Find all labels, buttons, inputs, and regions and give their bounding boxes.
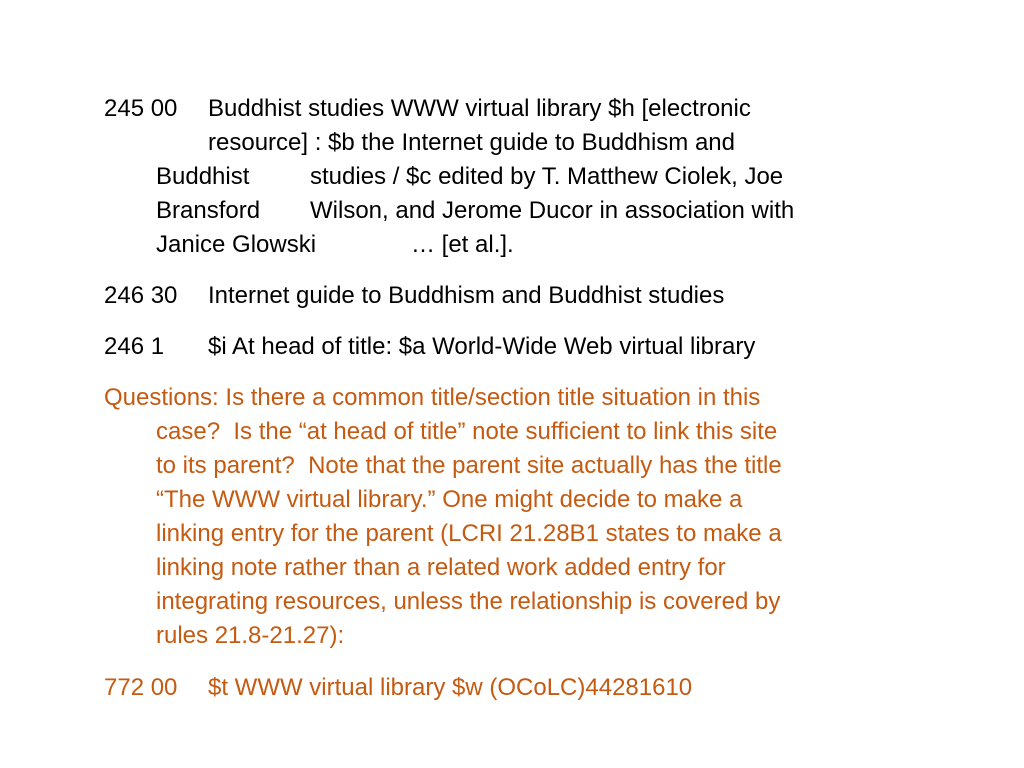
- field-245-line: Bransford: [156, 197, 261, 224]
- questions-line: integrating resources, unless the relationship is covered by: [156, 588, 781, 615]
- field-772-tag: 772 00: [104, 674, 178, 701]
- field-245-line: Wilson, and Jerome Ducor in association with: [310, 197, 795, 224]
- questions-line: linking entry for the parent (LCRI 21.28B1 states to make a: [156, 520, 782, 547]
- field-245-line: studies / $c edited by T. Matthew Ciolek, Joe: [310, 163, 784, 190]
- field-245-line: Buddhist studies WWW virtual library $h [electronic: [208, 95, 751, 122]
- field-246-1-tag: 246 1: [104, 333, 165, 360]
- field-245-tag: 245 00: [104, 95, 178, 122]
- field-245-line: Buddhist: [156, 163, 250, 190]
- questions-line: linking note rather than a related work added entry for: [156, 554, 726, 581]
- field-245-line: Janice Glowski: [156, 231, 317, 258]
- questions-line: to its parent? Note that the parent site actually has the title: [156, 452, 782, 479]
- field-246-30-text: Internet guide to Buddhism and Buddhist studies: [208, 282, 725, 309]
- field-246-30-tag: 246 30: [104, 282, 178, 309]
- questions-line: Questions: Is there a common title/section title situation in this: [104, 384, 761, 411]
- questions-line: rules 21.8-21.27):: [156, 622, 345, 649]
- field-245-line: … [et al.].: [411, 231, 514, 258]
- questions-line: case? Is the “at head of title” note sufficient to link this site: [156, 418, 778, 445]
- questions-line: “The WWW virtual library.” One might decide to make a: [156, 486, 743, 513]
- field-245-line: resource] : $b the Internet guide to Buddhism and: [208, 129, 736, 156]
- field-772-text: $t WWW virtual library $w (OCoLC)44281610: [208, 674, 693, 701]
- field-246-1-text: $i At head of title: $a World-Wide Web virtual library: [208, 333, 756, 360]
